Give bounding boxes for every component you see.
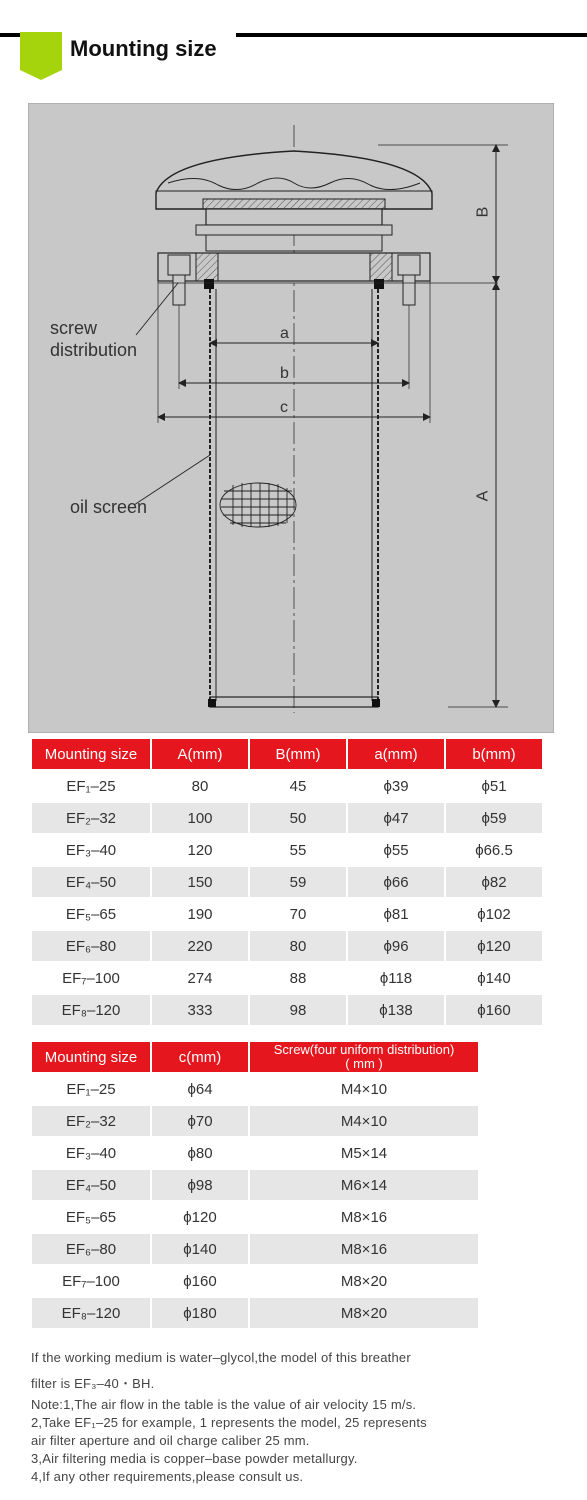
table-row — [32, 835, 542, 865]
table-cell: 333 — [152, 995, 248, 1025]
table-cell: ϕ66 — [348, 867, 444, 897]
table-cell: ϕ102 — [477, 905, 511, 923]
table-cell: ϕ64 — [187, 1080, 213, 1098]
table-cell: M4×10 — [340, 1080, 388, 1098]
table-cell: EF₃–40 — [65, 841, 117, 859]
page-title: Mounting size — [70, 36, 217, 61]
table-row — [32, 899, 542, 929]
table-cell: ϕ120 — [446, 931, 542, 961]
table-cell: ϕ81 — [383, 905, 409, 923]
note-line: filter is EF₃–40・BH. — [31, 1376, 155, 1391]
table-cell: 98 — [250, 995, 346, 1025]
dim-A-label: A — [474, 490, 492, 502]
table-cell: ϕ140 — [152, 1234, 248, 1264]
col-header: a(mm) — [348, 739, 444, 769]
table-cell: EF₆–80 — [32, 1234, 150, 1264]
table-cell: EF₃–40 — [65, 1144, 117, 1162]
table-cell: ϕ98 — [152, 1170, 248, 1200]
table-row — [32, 931, 542, 961]
dim-B-label: B — [474, 206, 492, 218]
table-cell: M8×16 — [250, 1234, 478, 1264]
table-cell: EF₆–80 — [32, 931, 150, 961]
table-cell: EF₂–32 — [32, 803, 150, 833]
table-cell: 70 — [289, 905, 307, 923]
note-line: If the working medium is water–glycol,the model of this breather — [31, 1350, 411, 1365]
table-cell: ϕ96 — [348, 931, 444, 961]
note-line: air filter aperture and oil charge caliber 25 mm. — [31, 1433, 310, 1448]
col-header: Mounting size — [32, 1042, 150, 1072]
table-header-row — [32, 1042, 478, 1072]
breather-filter-diagram — [28, 103, 554, 733]
table-row — [32, 963, 542, 993]
table-cell: 88 — [289, 969, 307, 987]
table-cell: M4×10 — [250, 1106, 478, 1136]
table-row — [32, 1170, 478, 1200]
table-cell: ϕ82 — [446, 867, 542, 897]
table-cell: ϕ59 — [446, 803, 542, 833]
mounting-size-table-2 — [30, 1040, 480, 1330]
table-cell: 59 — [250, 867, 346, 897]
col-header: c(mm) — [152, 1042, 248, 1072]
note-line: 2,Take EF₁–25 for example, 1 represents the model, 25 represents — [31, 1415, 427, 1430]
col-header-screw — [250, 1042, 478, 1072]
table-cell: 45 — [289, 777, 307, 795]
table-row — [32, 1202, 478, 1232]
mounting-size-table-1 — [30, 737, 544, 1027]
table-cell: 80 — [191, 777, 209, 795]
table-cell: 80 — [250, 931, 346, 961]
oil-screen-label: oil screen — [70, 497, 148, 517]
table-cell: 120 — [187, 841, 213, 859]
col-header: Mounting size — [32, 739, 150, 769]
table-row — [32, 1298, 478, 1328]
table-cell: M8×20 — [340, 1272, 388, 1290]
table-row — [32, 1266, 478, 1296]
table-cell: 190 — [187, 905, 213, 923]
table-row — [32, 1234, 478, 1264]
table-cell: EF₂–32 — [32, 1106, 150, 1136]
table-cell: EF₈–120 — [32, 1298, 150, 1328]
col-header-line: Screw(four uniform distribution) — [273, 1042, 455, 1057]
table-cell: 55 — [289, 841, 307, 859]
table-row — [32, 803, 542, 833]
table-cell: EF₇–100 — [62, 969, 120, 987]
table-cell: 274 — [187, 969, 213, 987]
table-cell: ϕ70 — [152, 1106, 248, 1136]
table-row — [32, 1106, 478, 1136]
table-cell: EF₈–120 — [32, 995, 150, 1025]
table-row — [32, 995, 542, 1025]
table-cell: ϕ118 — [379, 969, 413, 987]
table-cell: EF₄–50 — [32, 1170, 150, 1200]
table-cell: EF₁–25 — [66, 777, 116, 795]
table-cell: M6×14 — [250, 1170, 478, 1200]
table-cell: ϕ160 — [183, 1272, 217, 1290]
table-cell: ϕ140 — [477, 969, 511, 987]
table-cell: ϕ47 — [348, 803, 444, 833]
note-line: Note:1,The air flow in the table is the value of air velocity 15 m/s. — [31, 1397, 417, 1412]
table-cell: EF₄–50 — [32, 867, 150, 897]
table-cell: 150 — [152, 867, 248, 897]
table-row — [32, 771, 542, 801]
table-cell: EF₇–100 — [62, 1272, 120, 1290]
table-cell: ϕ80 — [187, 1144, 213, 1162]
table-cell: M8×16 — [340, 1208, 388, 1226]
note-line: 4,If any other requirements,please consult us. — [31, 1469, 304, 1484]
table-cell: ϕ55 — [383, 841, 409, 859]
col-header-line: ( mm ) — [345, 1056, 383, 1071]
dim-a-label: a — [280, 325, 289, 342]
table-cell: ϕ66.5 — [475, 841, 513, 859]
table-row — [32, 1074, 478, 1104]
table-cell: ϕ160 — [446, 995, 542, 1025]
badge-icon — [20, 32, 62, 80]
dim-b-label: b — [280, 365, 289, 382]
dim-c-label: c — [280, 399, 288, 416]
table-cell: ϕ138 — [348, 995, 444, 1025]
note-line: 3,Air filtering media is copper–base powder metallurgy. — [31, 1451, 358, 1466]
table-cell: EF₁–25 — [66, 1080, 116, 1098]
col-header: b(mm) — [446, 739, 542, 769]
table-cell: EF₅–65 — [65, 905, 117, 923]
table-header-row — [32, 739, 542, 769]
table-cell: ϕ39 — [383, 777, 409, 795]
col-header: B(mm) — [250, 739, 346, 769]
table-cell: M5×14 — [340, 1144, 388, 1162]
table-cell: 100 — [152, 803, 248, 833]
table-cell: M8×20 — [250, 1298, 478, 1328]
table-cell: 220 — [152, 931, 248, 961]
table-row — [32, 867, 542, 897]
table-cell: ϕ51 — [481, 777, 507, 795]
screw-distribution-label: screw distribution — [50, 318, 138, 360]
technical-drawing — [28, 103, 554, 733]
table-cell: ϕ120 — [183, 1208, 217, 1226]
table-cell: EF₅–65 — [65, 1208, 117, 1226]
table-cell: ϕ180 — [152, 1298, 248, 1328]
table-cell: 50 — [250, 803, 346, 833]
col-header: A(mm) — [152, 739, 248, 769]
table-row — [32, 1138, 478, 1168]
